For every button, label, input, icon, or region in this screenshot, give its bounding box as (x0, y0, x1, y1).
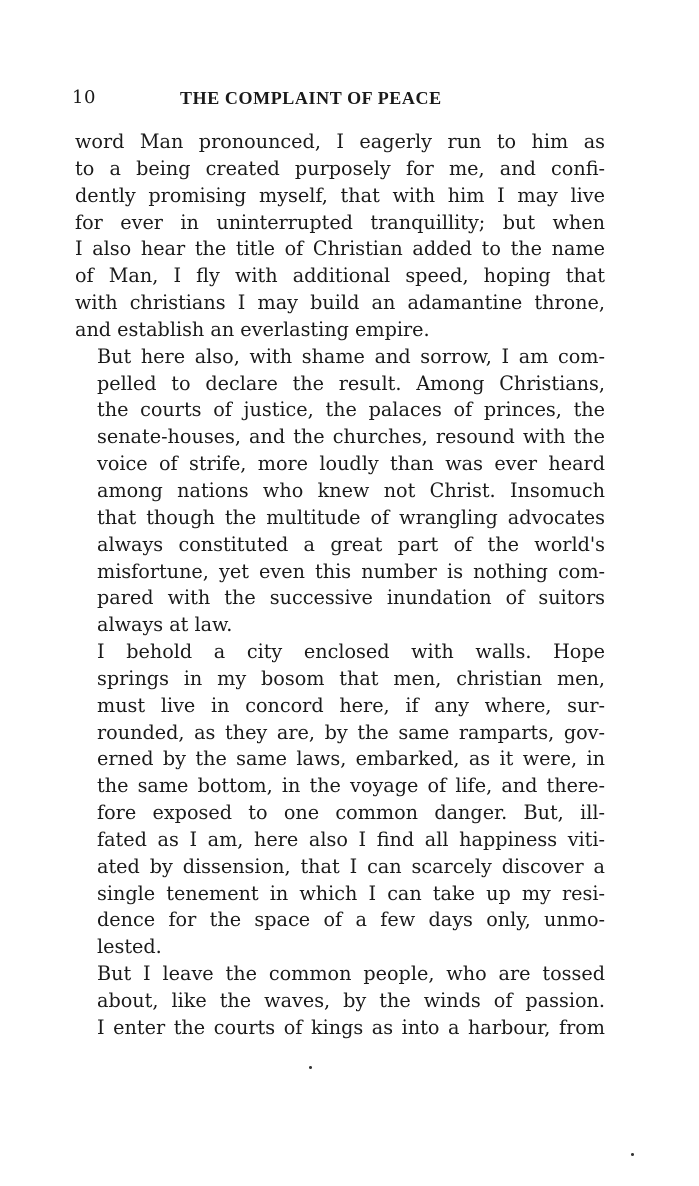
text-line: always constituted a great part of the world's (97, 532, 605, 556)
text-line: pelled to declare the result. Among Christians, (97, 371, 605, 395)
text-line: I enter the courts of kings as into a harbour, from (97, 1015, 605, 1039)
body-text (75, 129, 605, 1042)
text-line: But I leave the common people, who are tossed (97, 962, 605, 986)
running-title: THE COMPLAINT OF PEACE (180, 88, 442, 108)
text-line: of Man, I fly with additional speed, hoping that (75, 264, 605, 288)
text-line: about, like the waves, by the winds of passion. (97, 989, 605, 1012)
text-line: for ever in uninterrupted tranquillity; but when (75, 210, 605, 234)
text-line: fore exposed to one common danger. But, ill- (97, 801, 605, 825)
text-line: misfortune, yet even this number is nothing com- (97, 559, 605, 583)
text-line: But here also, with shame and sorrow, I am com- (97, 344, 605, 368)
text-line: always at law. (97, 613, 233, 637)
paragraph (75, 344, 605, 639)
text-line: voice of strife, more loudly than was ever heard (97, 452, 605, 476)
text-line: among nations who knew not Christ. Insomuch (97, 478, 605, 502)
text-line: springs in my bosom that men, christian men, (97, 666, 605, 690)
text-line: ated by dissension, that I can scarcely discover a (97, 854, 605, 878)
text-line: single tenement in which I can take up my resi- (97, 881, 605, 905)
text-line: lested. (97, 935, 162, 959)
text-line: I behold a city enclosed with walls. Hope (97, 640, 605, 664)
text-line: the same bottom, in the voyage of life, and there- (97, 774, 605, 798)
print-speck (309, 1066, 312, 1069)
text-line: pared with the successive inundation of suitors (97, 586, 605, 610)
text-line: and establish an everlasting empire. (75, 317, 430, 341)
paragraph (75, 639, 605, 961)
text-line: word Man pronounced, I eagerly run to him as (75, 130, 605, 153)
text-line: dently promising myself, that with him I may live (75, 183, 605, 207)
text-line: erned by the same laws, embarked, as it were, in (97, 747, 605, 771)
text-line: that though the multitude of wrangling advocates (97, 505, 605, 529)
paragraph (75, 129, 605, 344)
text-line: to a being created purposely for me, and confi- (75, 156, 605, 180)
page-header (72, 84, 612, 112)
text-line: with christians I may build an adamantine throne, (75, 291, 605, 315)
text-line: senate-houses, and the churches, resound with the (97, 425, 605, 449)
text-line: I also hear the title of Christian added to the name (75, 237, 605, 261)
text-line: dence for the space of a few days only, unmo- (97, 908, 605, 932)
text-line: the courts of justice, the palaces of princes, the (97, 398, 605, 422)
print-speck (631, 1153, 634, 1156)
text-line: must live in concord here, if any where, sur- (97, 693, 605, 717)
text-line: fated as I am, here also I find all happiness viti- (97, 827, 605, 851)
paragraph (75, 961, 605, 1042)
text-line: rounded, as they are, by the same ramparts, gov- (97, 720, 605, 744)
page-number: 10 (72, 87, 97, 108)
